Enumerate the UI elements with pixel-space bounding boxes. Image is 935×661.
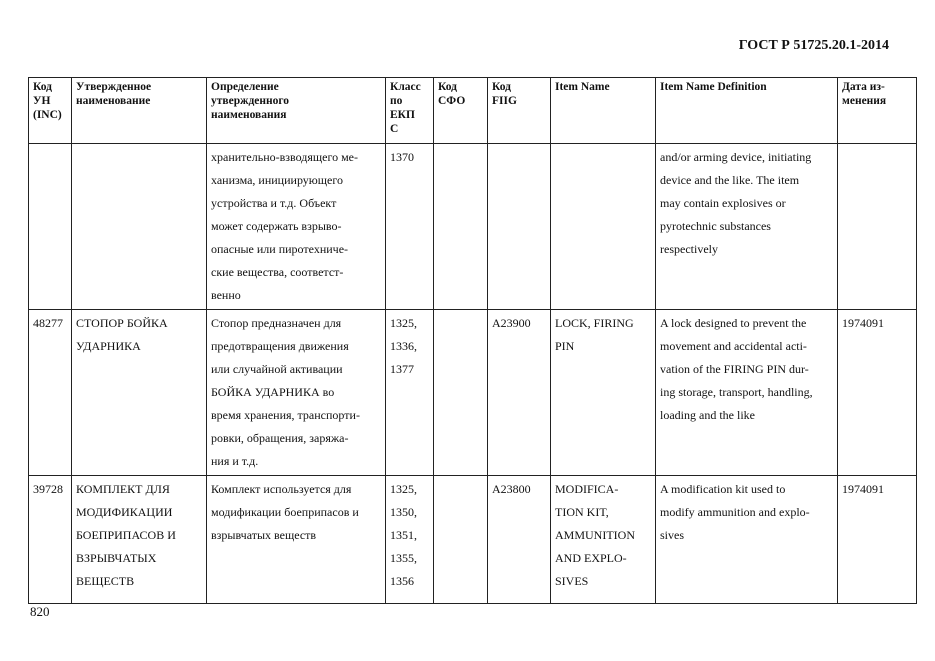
cell-line: менения [842, 95, 887, 107]
cell-line: Класс [390, 81, 421, 93]
cell-line: наименование [76, 95, 151, 107]
item-definition-cell [656, 310, 838, 476]
item-definition-cell [656, 144, 838, 310]
header-item-definition [656, 78, 838, 144]
definition-cell [207, 144, 386, 310]
fiig-cell [488, 144, 551, 310]
inc-cell [29, 144, 72, 310]
definition-cell [207, 476, 386, 604]
cell-line: 1351, [390, 528, 417, 542]
name-cell [72, 310, 207, 476]
cell-line: Код [438, 81, 458, 93]
table-row [29, 144, 917, 310]
cell-line: ханизма, инициирующего [211, 173, 343, 187]
cell-line: УН [33, 95, 51, 107]
date-cell [838, 310, 917, 476]
cell-line: СФО [438, 95, 466, 107]
header-sfo [434, 78, 488, 144]
cell-line: vation of the FIRING PIN dur- [660, 362, 809, 376]
inc-cell [29, 476, 72, 604]
header-row [29, 78, 917, 144]
sfo-cell [434, 476, 488, 604]
cell-line: SIVES [555, 574, 589, 588]
header-name [72, 78, 207, 144]
cell-line: 1974091 [842, 482, 884, 496]
cell-line: С [390, 123, 399, 135]
cell-line: по [390, 95, 403, 107]
cell-line: МОДИФИКАЦИИ [76, 505, 173, 519]
cell-line: and/or arming device, initiating [660, 150, 812, 164]
cell-line: или случайной активации [211, 362, 343, 376]
cell-line: may contain explosives or [660, 196, 786, 210]
cell-line: модификации боеприпасов и [211, 505, 359, 519]
cell-line: PIN [555, 339, 575, 353]
item-name-cell [551, 476, 656, 604]
cell-line: ровки, обращения, заряжа- [211, 431, 349, 445]
cell-line: Код [33, 81, 53, 93]
cell-line: device and the like. The item [660, 173, 800, 187]
class-cell [386, 144, 434, 310]
cell-line: ing storage, transport, handling, [660, 385, 813, 399]
cell-line: ВЕЩЕСТВ [76, 574, 135, 588]
cell-line: БОЕПРИПАСОВ И [76, 528, 176, 542]
cell-line: loading and the like [660, 408, 755, 422]
cell-line: Item Name [555, 81, 610, 93]
cell-line: 48277 [33, 316, 63, 330]
fiig-cell [488, 310, 551, 476]
cell-line: 1974091 [842, 316, 884, 330]
class-cell [386, 476, 434, 604]
table-row [29, 310, 917, 476]
header-fiig [488, 78, 551, 144]
cell-line: modify ammunition and explo- [660, 505, 810, 519]
cell-line: 1336, [390, 339, 417, 353]
cell-line: respectively [660, 242, 718, 256]
cell-line: FIIG [492, 95, 517, 107]
document-code: ГОСТ Р 51725.20.1-2014 [738, 38, 889, 53]
cell-line: Item Name Definition [660, 81, 767, 93]
cell-line: СТОПОР БОЙКА [76, 316, 168, 330]
cell-line: утвержденного [211, 95, 290, 107]
cell-line: A23900 [492, 316, 531, 330]
cell-line: Комплект используется для [211, 482, 352, 496]
cell-line: 1325, [390, 316, 417, 330]
cell-line: 1355, [390, 551, 417, 565]
cell-line: 1350, [390, 505, 417, 519]
cell-line: взрывчатых веществ [211, 528, 317, 542]
cell-line: 39728 [33, 482, 63, 496]
cell-line: Код [492, 81, 512, 93]
cell-line: A23800 [492, 482, 531, 496]
name-cell [72, 476, 207, 604]
cell-line: AND EXPLO- [555, 551, 627, 565]
cell-line: AMMUNITION [555, 528, 635, 542]
header-class [386, 78, 434, 144]
cell-line: 1356 [390, 574, 414, 588]
cell-line: время хранения, транспорти- [211, 408, 360, 422]
class-cell [386, 310, 434, 476]
cell-line: КОМПЛЕКТ ДЛЯ [76, 482, 170, 496]
date-cell [838, 476, 917, 604]
cell-line: Определение [211, 81, 279, 93]
cell-line: 1370 [390, 150, 414, 164]
inc-cell [29, 310, 72, 476]
cell-line: LOCK, FIRING [555, 316, 634, 330]
cell-line: movement and accidental acti- [660, 339, 807, 353]
cell-line: хранительно-взводящего ме- [211, 150, 358, 164]
item-name-cell [551, 310, 656, 476]
item-name-cell [551, 144, 656, 310]
table-row [29, 476, 917, 604]
cell-line: предотвращения движения [211, 339, 349, 353]
cell-line: ния и т.д. [211, 454, 259, 468]
cell-line: MODIFICA- [555, 482, 619, 496]
fiig-cell [488, 476, 551, 604]
cell-line: 1325, [390, 482, 417, 496]
cell-line: pyrotechnic substances [660, 219, 771, 233]
item-definition-cell [656, 476, 838, 604]
header-inc [29, 78, 72, 144]
cell-line: БОЙКА УДАРНИКА во [211, 385, 335, 399]
name-cell [72, 144, 207, 310]
cell-line: может содержать взрыво- [211, 219, 342, 233]
header-date [838, 78, 917, 144]
cell-line: sives [660, 528, 684, 542]
cell-line: A modification kit used to [660, 482, 786, 496]
cell-line: TION KIT, [555, 505, 609, 519]
cell-line: ВЗРЫВЧАТЫХ [76, 551, 157, 565]
date-cell [838, 144, 917, 310]
header-definition [207, 78, 386, 144]
cell-line: наименования [211, 109, 287, 121]
cell-line: Дата из- [842, 81, 885, 93]
catalog-table [28, 77, 917, 604]
cell-line: A lock designed to prevent the [660, 316, 807, 330]
cell-line: 1377 [390, 362, 414, 376]
cell-line: устройства и т.д. Объект [211, 196, 337, 210]
cell-line: венно [211, 288, 241, 302]
cell-line: Утвержденное [76, 81, 152, 93]
cell-line: (INC) [33, 109, 62, 121]
cell-line: УДАРНИКА [76, 339, 141, 353]
sfo-cell [434, 310, 488, 476]
header-item-name [551, 78, 656, 144]
page-number: 820 [30, 604, 50, 619]
cell-line: Стопор предназначен для [211, 316, 342, 330]
sfo-cell [434, 144, 488, 310]
definition-cell [207, 310, 386, 476]
cell-line: ские вещества, соответст- [211, 265, 344, 279]
cell-line: опасные или пиротехниче- [211, 242, 349, 256]
cell-line: ЕКП [390, 109, 415, 121]
